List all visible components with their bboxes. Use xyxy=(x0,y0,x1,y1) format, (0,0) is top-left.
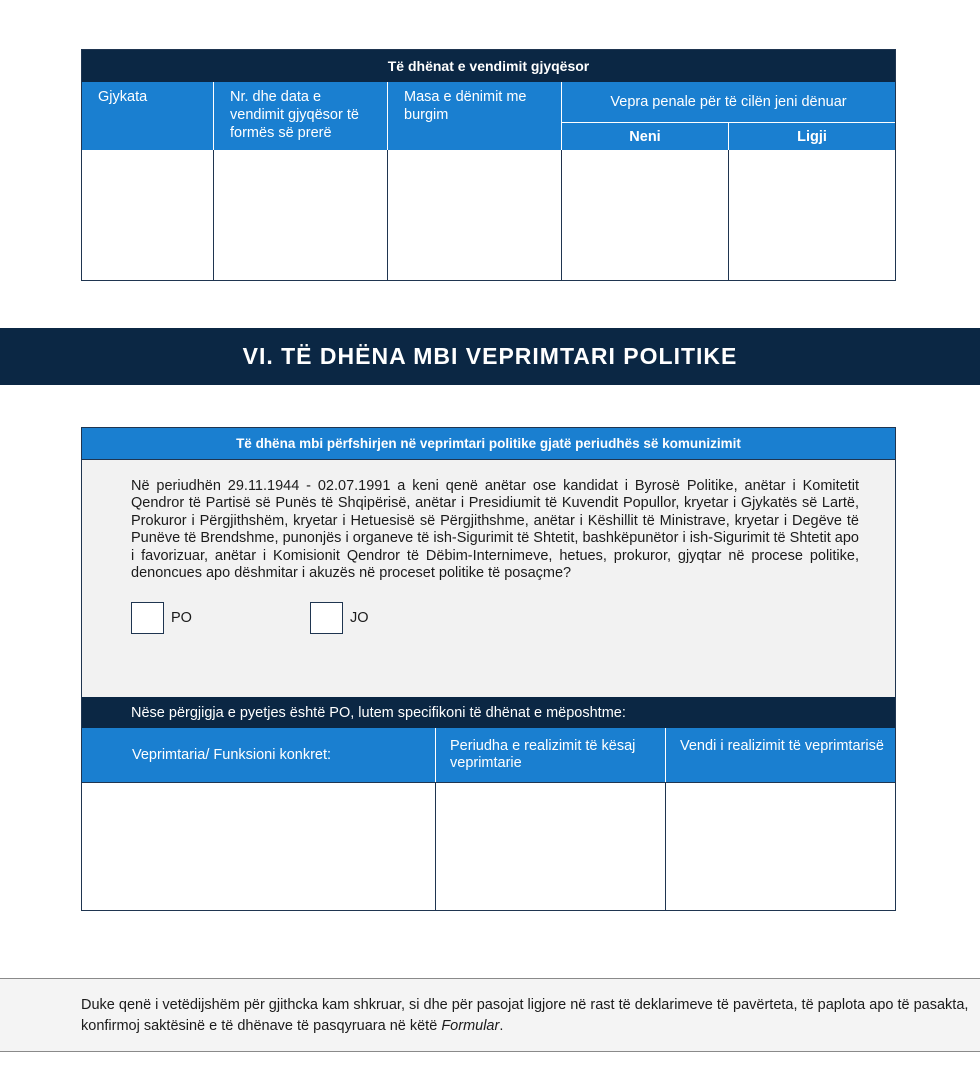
declaration-statement xyxy=(0,978,980,1052)
column-offense-group xyxy=(562,82,895,150)
column-sentence: Masa e dënimit me burgim xyxy=(388,82,562,150)
court-decision-table xyxy=(81,49,896,281)
column-court: Gjykata xyxy=(82,82,214,150)
no-checkbox[interactable] xyxy=(310,602,343,634)
political-question-panel xyxy=(82,459,895,697)
place-input-cell[interactable] xyxy=(666,783,895,910)
column-period: Periudha e realizimit të kësaj veprimtarie xyxy=(436,728,666,782)
court-decision-table-row xyxy=(82,150,895,280)
column-article: Neni xyxy=(562,123,729,150)
article-input-cell[interactable] xyxy=(562,150,729,280)
answer-options xyxy=(131,602,859,634)
political-question-text: Në periudhën 29.11.1944 - 02.07.1991 a keni qenë anëtar ose kandidat i Byrosë Politike, anëtar i Komitetit Qendror të Partisë së Punës të Shqipërisë, anëtar i Presidiumit të Kuvendit Popullor, kryetar i Gjykatës së Lartë, Prokuror i Përgjithshëm, kryetar i Hetuesisë së Përgjithshme, anëtar i Këshillit të Ministrave, kryetar i Degëve të Punëve të Brendshme, punonjës i organeve të ish-Sigurimit të Shtetit, bashkëpunëtor i ish-Sigurimit të Shtetit apo i favorizuar, anëtar i Komisionit Qendror të Dëbim-Internimeve, hetues, prokuror, gjyqtar në procese politike, denoncues apo dëshmitar i akuzës në proceset politike të posaçme? xyxy=(131,478,859,582)
activity-input-cell[interactable] xyxy=(82,783,436,910)
column-law: Ligji xyxy=(797,128,827,145)
column-offense: Vepra penale për të cilën jeni dënuar xyxy=(562,82,895,123)
court-input-cell[interactable] xyxy=(82,150,214,280)
declaration-text: Duke qenë i vetëdijshëm për gjithcka kam shkruar, si dhe për pasojat ligjore në rast të deklarimeve të pavërteta, të paplota apo të pasakta, konfirmoj saktësinë e të dhënave të pasqyruara në këtë xyxy=(81,997,969,1034)
political-activity-box xyxy=(81,427,896,911)
declaration-end: . xyxy=(499,1018,504,1034)
column-activity: Veprimtaria/ Funksioni konkret: xyxy=(82,728,436,782)
section-title-political-activity: VI. TË DHËNA MBI VEPRIMTARI POLITIKE xyxy=(0,328,980,385)
political-activity-title: Të dhëna mbi përfshirjen në veprimtari politike gjatë periudhës së komunizimit xyxy=(82,428,895,459)
column-place: Vendi i realizimit të veprimtarisë xyxy=(680,738,884,754)
law-input-cell[interactable] xyxy=(729,150,895,280)
sentence-input-cell[interactable] xyxy=(388,150,562,280)
answer-yes[interactable] xyxy=(131,602,192,634)
court-decision-table-title: Të dhënat e vendimit gjyqësor xyxy=(82,50,895,82)
decision-input-cell[interactable] xyxy=(214,150,388,280)
column-decision: Nr. dhe data e vendimit gjyqësor të formës së prerë xyxy=(214,82,388,150)
yes-label: PO xyxy=(171,610,192,627)
activity-table-row xyxy=(82,782,895,910)
no-label: JO xyxy=(349,610,369,627)
yes-checkbox[interactable] xyxy=(131,602,164,634)
specify-note: Nëse përgjigja e pyetjes është PO, lutem specifikoni të dhënat e mëposhtme: xyxy=(82,697,895,728)
period-input-cell[interactable] xyxy=(436,783,666,910)
answer-no[interactable] xyxy=(310,602,369,634)
declaration-emphasis: Formular xyxy=(441,1018,500,1034)
activity-table-header xyxy=(82,728,895,782)
court-decision-table-header xyxy=(82,82,895,150)
